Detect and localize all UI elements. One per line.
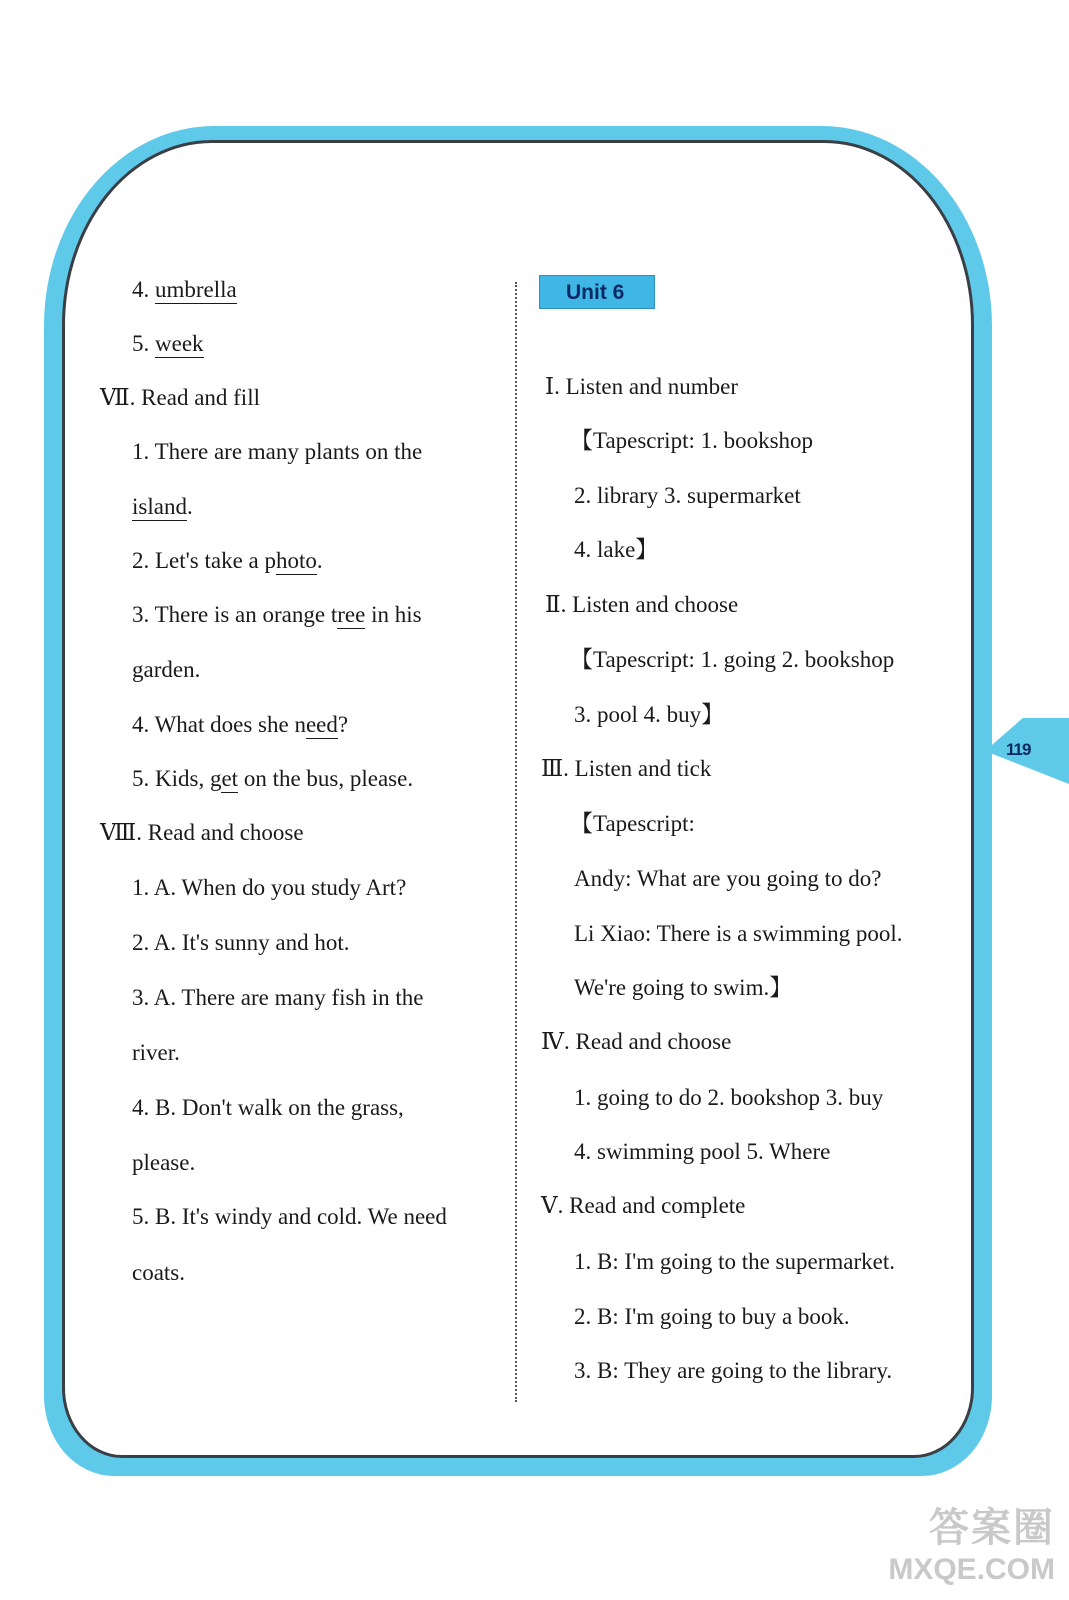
answer-line: 4. B. Don't walk on the grass, bbox=[132, 1095, 404, 1120]
answer-line: Andy: What are you going to do? bbox=[574, 866, 882, 891]
section-heading: Ⅲ. Listen and tick bbox=[541, 756, 712, 781]
answer-line: 1. B: I'm going to the supermarket. bbox=[574, 1249, 895, 1274]
answer-line: 【Tapescript: 1. going 2. bookshop bbox=[570, 647, 895, 672]
answer-line: 【Tapescript: 1. bookshop bbox=[570, 428, 814, 453]
answer-line: 1. A. When do you study Art? bbox=[132, 875, 407, 900]
answer-line: 2. Let's take a photo. bbox=[132, 548, 323, 573]
answer-line: 2. A. It's sunny and hot. bbox=[132, 930, 350, 955]
page-number: 119 bbox=[1006, 740, 1031, 759]
answer-line: 4. swimming pool 5. Where bbox=[574, 1139, 831, 1164]
answer-line: 5. week bbox=[132, 331, 204, 356]
section-heading: Ⅰ. Listen and number bbox=[545, 374, 739, 399]
answer-line: island. bbox=[132, 494, 193, 519]
answer-line: We're going to swim.】 bbox=[574, 975, 793, 1000]
watermark-logo: 答案圈 MXQE.COM bbox=[888, 1506, 1055, 1586]
answer-line: coats. bbox=[132, 1260, 186, 1285]
answer-line: 4. umbrella bbox=[132, 277, 237, 302]
answer-line: 5. B. It's windy and cold. We need bbox=[132, 1204, 447, 1229]
answer-line: 2. library 3. supermarket bbox=[574, 483, 801, 508]
answer-line: 1. going to do 2. bookshop 3. buy bbox=[574, 1085, 884, 1110]
answer-line: 1. There are many plants on the bbox=[132, 439, 423, 464]
answer-line: 3. A. There are many fish in the bbox=[132, 985, 424, 1010]
answer-line: 5. Kids, get on the bus, please. bbox=[132, 766, 414, 791]
unit-title: Unit 6 bbox=[539, 275, 655, 309]
section-heading: Ⅱ. Listen and choose bbox=[545, 592, 739, 617]
answer-line: 4. lake】 bbox=[574, 537, 659, 562]
answer-line: 4. What does she need? bbox=[132, 712, 349, 737]
answer-line: Li Xiao: There is a swimming pool. bbox=[574, 921, 903, 946]
answer-line: 3. B: They are going to the library. bbox=[574, 1358, 893, 1383]
answer-line: please. bbox=[132, 1150, 196, 1175]
answer-line: river. bbox=[132, 1040, 180, 1065]
column-divider bbox=[515, 282, 517, 1402]
answer-line: garden. bbox=[132, 657, 201, 682]
answer-line: 3. There is an orange tree in his bbox=[132, 602, 422, 627]
section-heading: Ⅶ. Read and fill bbox=[100, 385, 260, 410]
answer-line: 3. pool 4. buy】 bbox=[574, 702, 725, 727]
answer-line: 2. B: I'm going to buy a book. bbox=[574, 1304, 850, 1329]
section-heading: Ⅴ. Read and complete bbox=[541, 1193, 746, 1218]
section-heading: Ⅷ. Read and choose bbox=[100, 820, 304, 845]
answer-line: 【Tapescript: bbox=[570, 811, 695, 836]
section-heading: Ⅳ. Read and choose bbox=[541, 1029, 732, 1054]
